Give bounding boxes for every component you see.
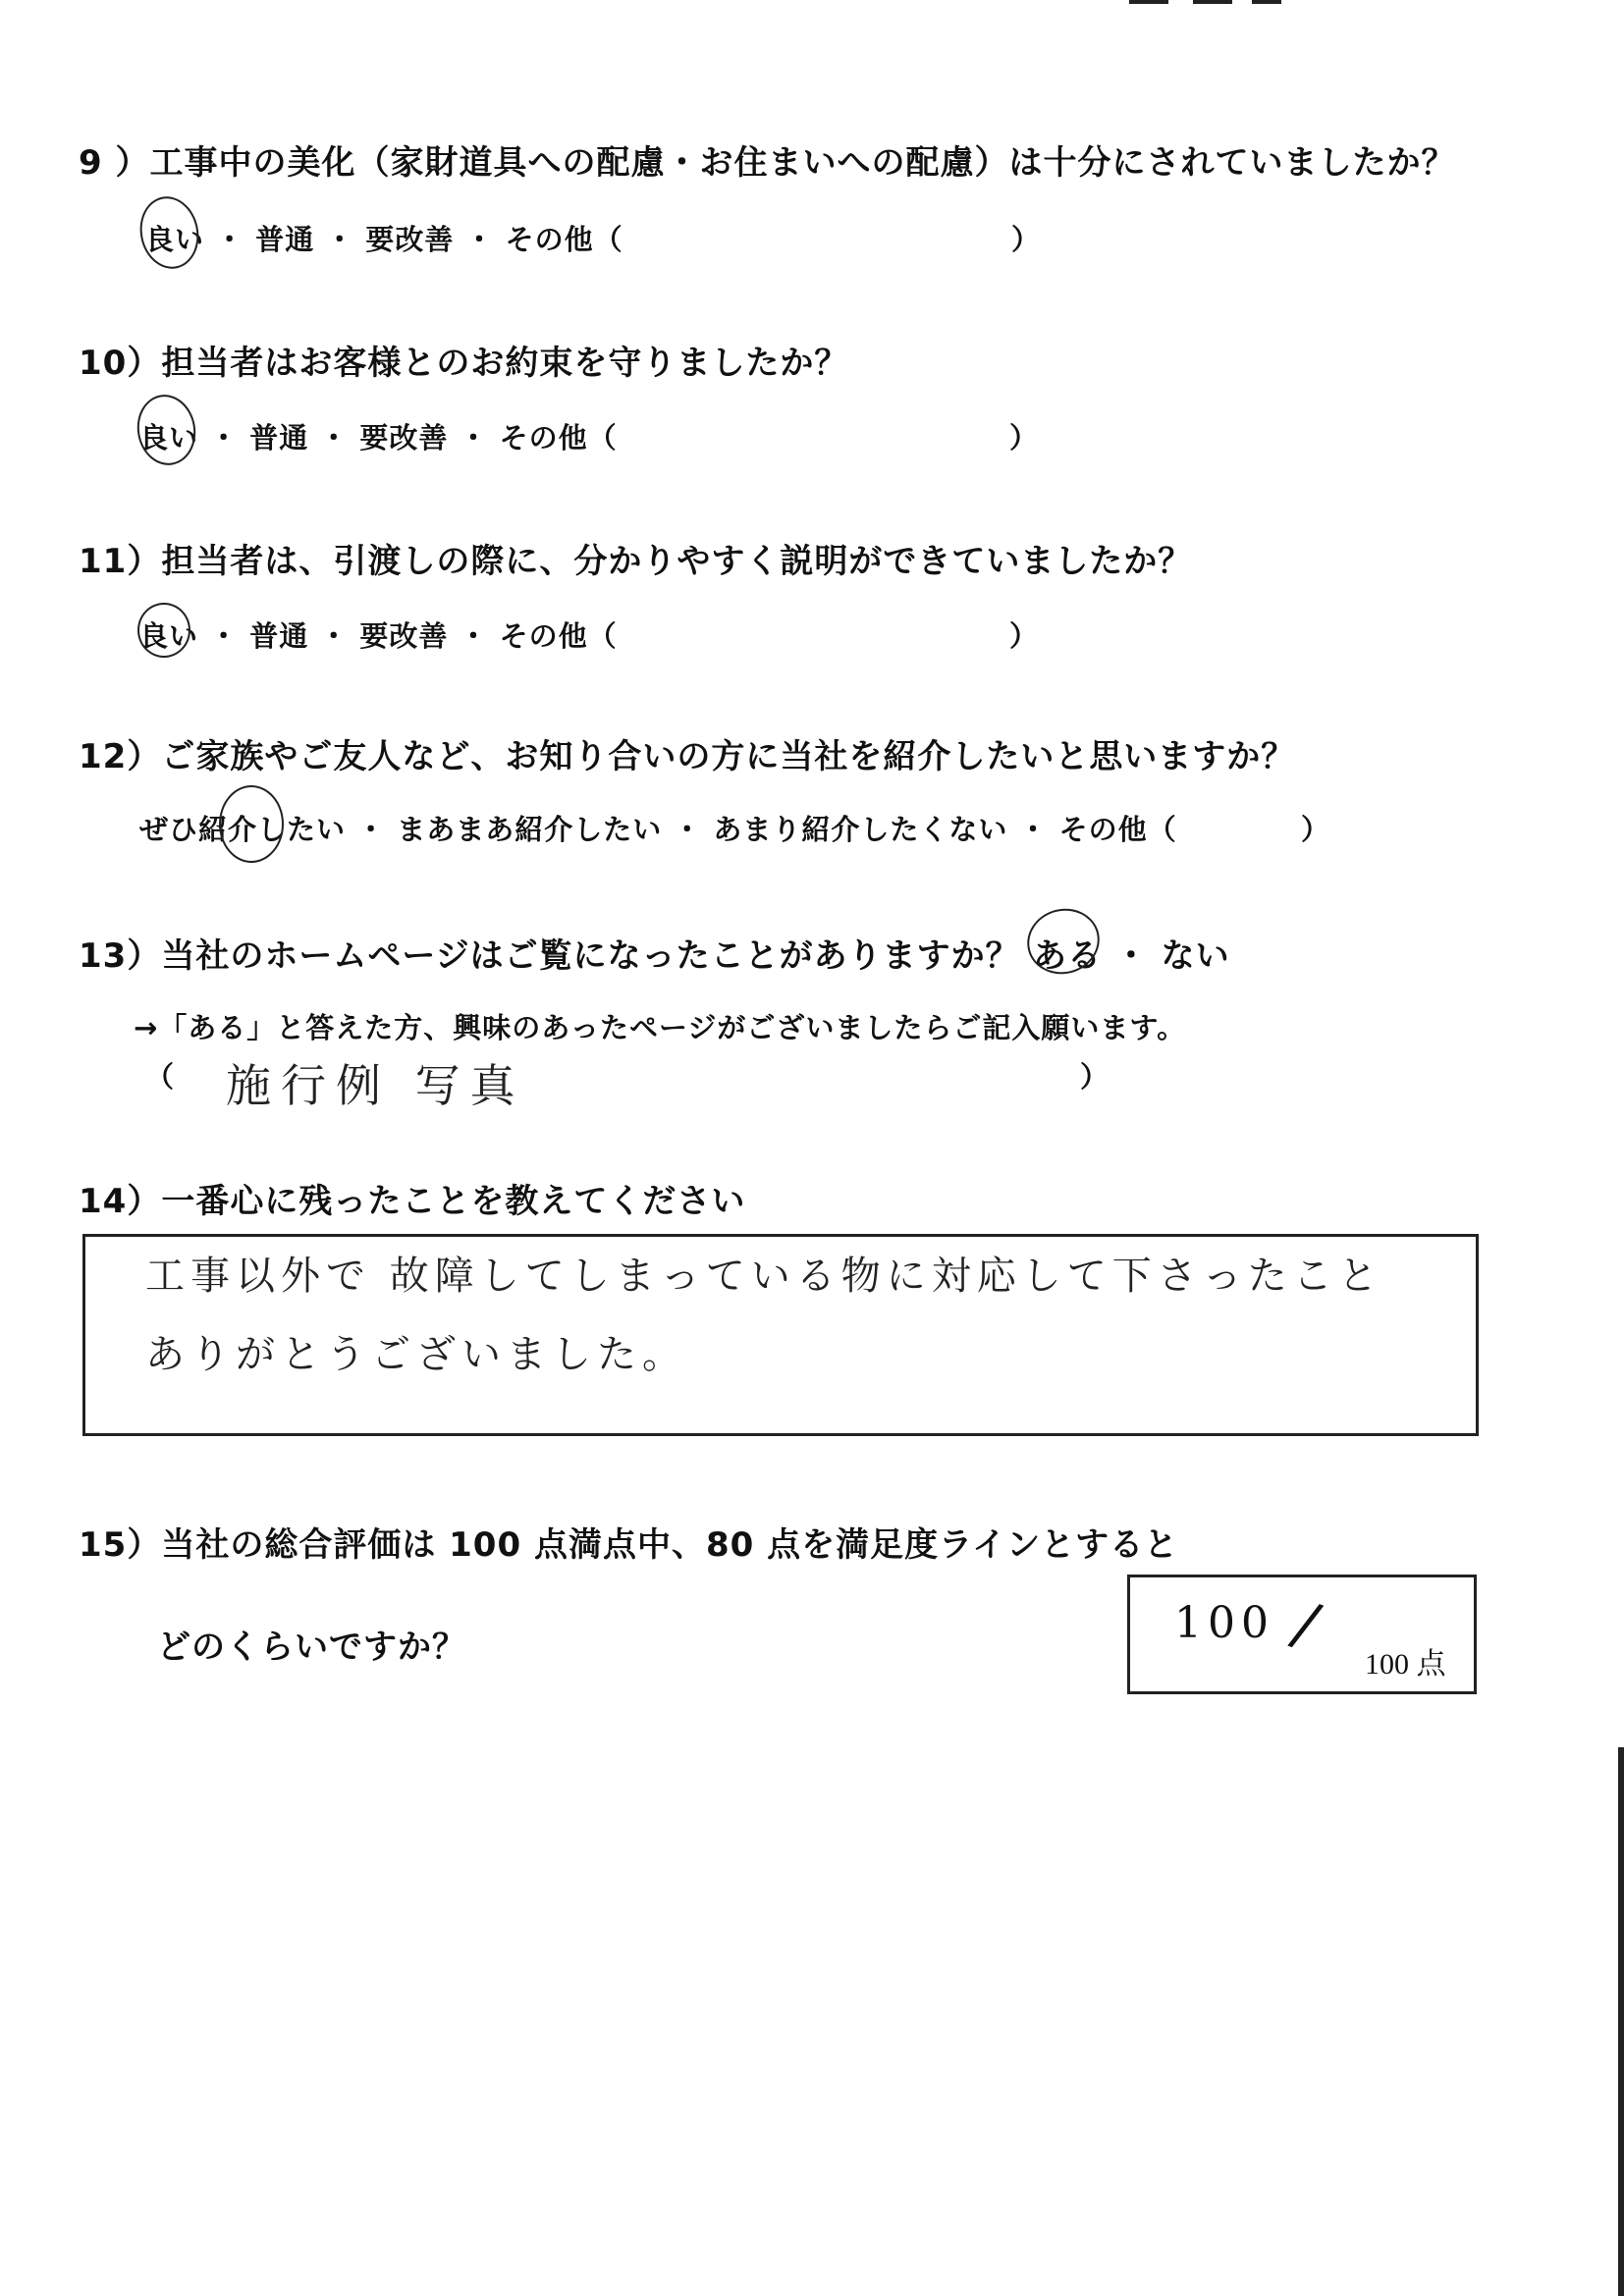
question-14-handwritten-line-1: 工事以外で 故障してしまっている物に対応して下さったこと bbox=[145, 1254, 1383, 1299]
question-10-options: 良い ・ 普通 ・ 要改善 ・ その他（ bbox=[139, 421, 618, 454]
question-13-followup: →「ある」と答えた方、興味のあったページがございましたらご記入願います。 bbox=[134, 1011, 1187, 1044]
scan-edge-right bbox=[1618, 1747, 1624, 2296]
score-handwritten: 100 bbox=[1174, 1598, 1274, 1648]
question-9-options: 良い ・ 普通 ・ 要改善 ・ その他（ bbox=[145, 223, 623, 256]
question-12: 12）ご家族やご友人など、お知り合いの方に当社を紹介したいと思いますか？ bbox=[79, 737, 1296, 776]
selection-circle-q9 bbox=[134, 191, 205, 275]
question-13-close-paren: ） bbox=[1080, 1060, 1110, 1094]
question-12-close-paren: ） bbox=[1301, 813, 1331, 846]
selection-circle-q11 bbox=[137, 603, 190, 658]
question-15-line-1: 15）当社の総合評価は 100 点満点中、80 点を満足度ラインとすると bbox=[79, 1525, 1179, 1565]
question-14-handwritten-line-2: ありがとうございました。 bbox=[145, 1332, 687, 1377]
question-14: 14）一番心に残ったことを教えてください bbox=[79, 1182, 746, 1221]
question-11-options: 良い ・ 普通 ・ 要改善 ・ その他（ bbox=[139, 619, 618, 653]
question-11-close-paren: ） bbox=[1009, 619, 1040, 653]
question-12-options: ぜひ紹介したい ・ まあまあ紹介したい ・ あまり紹介したくない ・ その他（ bbox=[139, 813, 1177, 846]
question-11: 11）担当者は、引渡しの際に、分かりやすく説明ができていましたか？ bbox=[79, 542, 1193, 581]
question-13-open-paren: （ bbox=[145, 1060, 176, 1094]
question-13-handwritten-answer: 施行例 写真 bbox=[226, 1059, 525, 1112]
question-10: 10）担当者はお客様とのお約束を守りましたか？ bbox=[79, 344, 849, 383]
scan-mark-top-2 bbox=[1193, 0, 1232, 4]
score-max-label: 100 点 bbox=[1365, 1648, 1446, 1681]
question-9-close-paren: ） bbox=[1011, 223, 1042, 256]
selection-circle-q12 bbox=[219, 785, 284, 863]
selection-circle-q10 bbox=[132, 390, 201, 469]
scan-mark-top-1 bbox=[1129, 0, 1168, 4]
question-10-close-paren: ） bbox=[1009, 421, 1040, 454]
score-slash: / bbox=[1284, 1586, 1328, 1662]
scan-mark-top-3 bbox=[1252, 0, 1281, 4]
question-15-line-2: どのくらいですか？ bbox=[157, 1628, 466, 1667]
question-13-answer-options: ある ・ ない bbox=[1033, 936, 1230, 976]
question-13: 13）当社のホームページはご覧になったことがありますか？ bbox=[79, 936, 1020, 976]
question-9: 9 ）工事中の美化（家財道具への配慮・お住まいへの配慮）は十分にされていましたか？ bbox=[79, 143, 1456, 183]
